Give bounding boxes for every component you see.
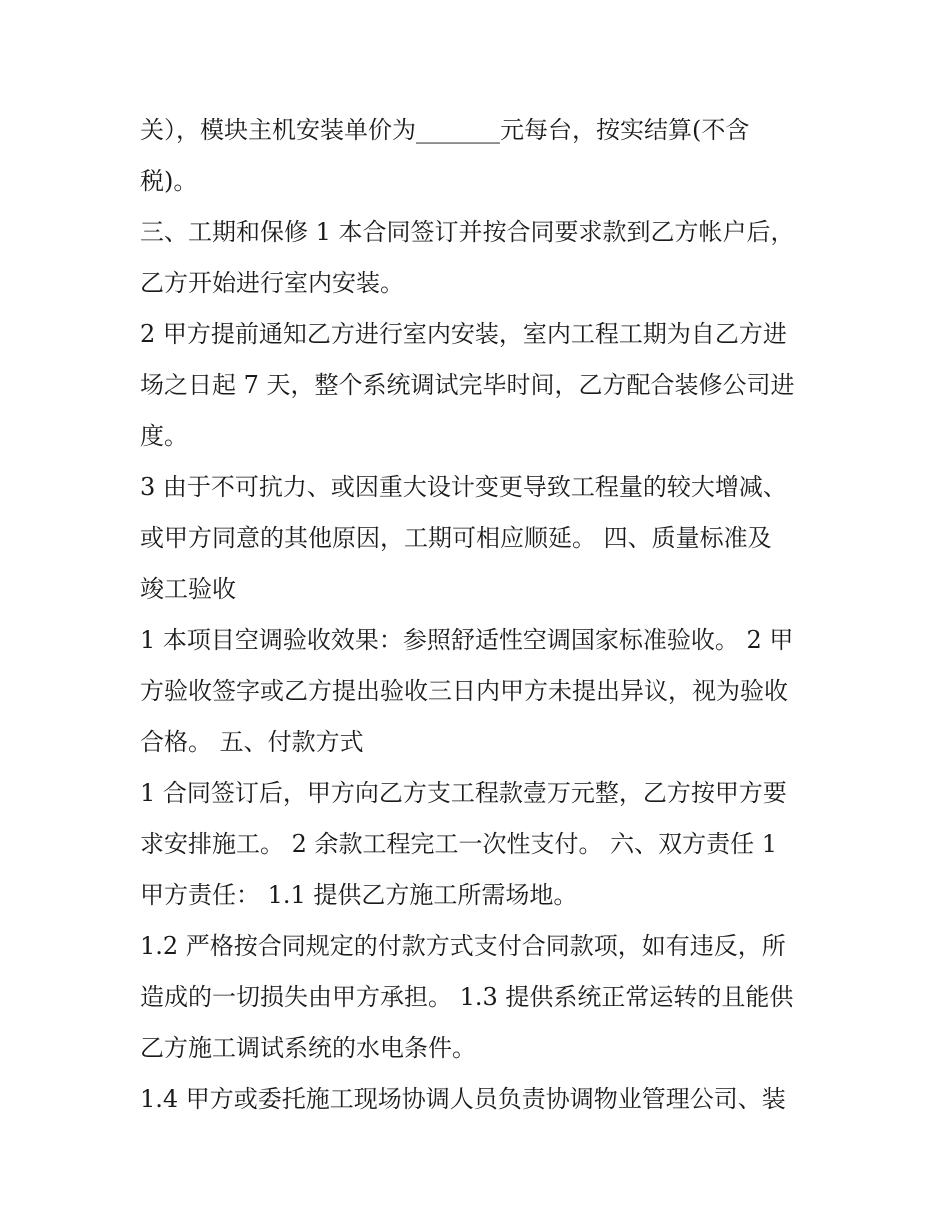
text-line: 3 由于不可抗力、或因重大设计变更导致工程量的较大增减、 [140, 473, 787, 501]
text-line: 甲方责任： 1.1 提供乙方施工所需场地。 [140, 881, 578, 909]
contract-text-body [140, 107, 820, 1127]
text-line: 乙方施工调试系统的水电条件。 [140, 1034, 476, 1062]
text-line: 1 本项目空调验收效果：参照舒适性空调国家标准验收。 2 甲 [140, 626, 794, 654]
text-line: 或甲方同意的其他原因，工期可相应顺延。 四、质量标准及 [140, 524, 772, 552]
text-line: 求安排施工。 2 余款工程完工一次性支付。 六、双方责任 1 [140, 830, 778, 858]
section-heading-line: 三、工期和保修 1 本合同签订并按合同要求款到乙方帐户后， [140, 218, 795, 246]
text-line: 1.4 甲方或委托施工现场协调人员负责协调物业管理公司、装 [140, 1085, 786, 1113]
text-line: 方验收签字或乙方提出验收三日内甲方未提出异议，视为验收 [140, 677, 788, 705]
text-line: 度。 [140, 422, 188, 450]
text-line: 1.2 严格按合同规定的付款方式支付合同款项，如有违反，所 [140, 932, 786, 960]
text-line: 合格。 五、付款方式 [140, 728, 364, 756]
text-line: 税)。 [140, 167, 198, 195]
text-line: 关），模块主机安装单价为_______元每台，按实结算(不含 [140, 116, 750, 144]
text-line: 1 合同签订后，甲方向乙方支工程款壹万元整，乙方按甲方要 [140, 779, 787, 807]
text-line: 竣工验收 [140, 575, 236, 603]
text-line: 乙方开始进行室内安装。 [140, 269, 404, 297]
text-line: 造成的一切损失由甲方承担。 1.3 提供系统正常运转的且能供 [140, 983, 794, 1011]
text-line: 2 甲方提前通知乙方进行室内安装，室内工程工期为自乙方进 [140, 320, 787, 348]
text-line: 场之日起 7 天，整个系统调试完毕时间，乙方配合装修公司进 [140, 371, 795, 399]
